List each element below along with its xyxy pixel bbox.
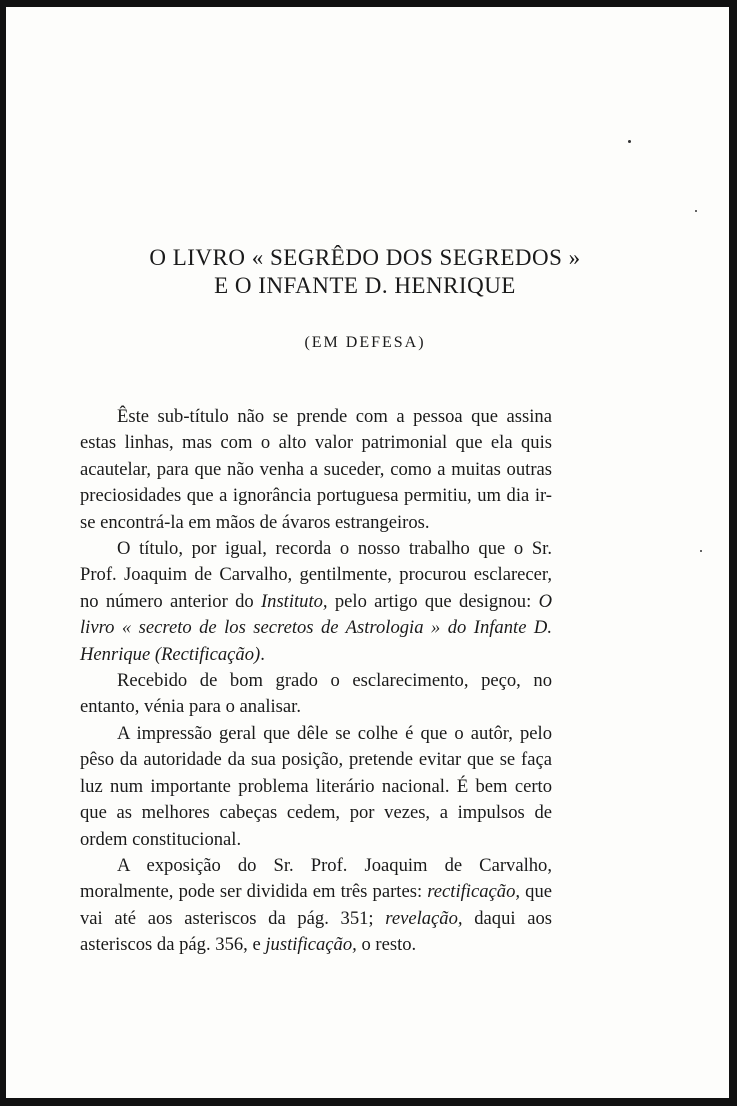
- subtitle: (EM DEFESA): [304, 334, 426, 351]
- title-line-1: O LIVRO « SEGRÊDO DOS SEGREDOS »: [149, 245, 581, 270]
- scan-speck: [628, 140, 631, 143]
- scan-border-bottom: [0, 1098, 737, 1106]
- paragraph-1: Êste sub-título não se prende com a pessoa que assina estas linhas, mas com o alto valor patrimonial que ela quis acautelar, para que não venha a suceder, como a muitas outras preciosidades que a ignorância portuguesa permitiu, um dia ir-se encontrá-la em mãos de ávaros estrangeiros.: [80, 406, 552, 533]
- paragraph-4: A impressão geral que dêle se colhe é que o autôr, pelo pêso da autoridade da sua posição, pretende evitar que se faça luz num importante problema literário nacional. É bem certo que as melhores cabeças cedem, por vezes, a impulsos de ordem constitucional.: [80, 722, 552, 850]
- scan-speck: [700, 550, 702, 552]
- paragraph-5-text-a: A exposição do Sr. Prof. Joaquim de Carvalho, moralmente, pode ser dividida em três partes:: [80, 854, 552, 903]
- paragraph-2-text-a: O título, por igual, recorda o nosso trabalho que o Sr. Prof. Joaquim de Carvalho, gentilmente, procurou esclarecer, no número anterior do: [80, 538, 552, 612]
- scan-speck: [695, 210, 697, 212]
- paragraph-2-text-b: pelo artigo que designou:: [327, 590, 539, 612]
- scan-border-right: [729, 0, 737, 1106]
- paragraph-5-text-d: o resto.: [356, 934, 417, 956]
- paragraph-5-italic-c: justificação,: [265, 934, 357, 956]
- body-text: [80, 404, 552, 959]
- paragraph-3: Recebido de bom grado o esclarecimento, peço, no entanto, vénia para o analisar.: [80, 670, 552, 718]
- paragraph-2: [80, 536, 552, 668]
- paragraph-2-text-c: .: [260, 643, 265, 665]
- paragraph-5-italic-a: rectificação,: [427, 881, 521, 903]
- paragraph-5-text-c: daqui aos asteriscos da pág. 356, e: [80, 907, 552, 956]
- scan-border-top: [0, 0, 737, 7]
- scan-border-left: [0, 0, 6, 1106]
- paragraph-2-italic-a: Instituto,: [260, 590, 328, 612]
- paragraph-5-italic-b: revelação,: [385, 907, 463, 929]
- paragraph-5-text-b: que vai até aos asteriscos da pág. 351;: [80, 881, 552, 929]
- title-line-2: E O INFANTE D. HENRIQUE: [214, 273, 516, 298]
- paragraph-5: [80, 853, 552, 959]
- paragraph-2-italic-b: O livro « secreto de los secretos de Astrologia » do Infante D. Henrique (Rectificação): [80, 590, 552, 665]
